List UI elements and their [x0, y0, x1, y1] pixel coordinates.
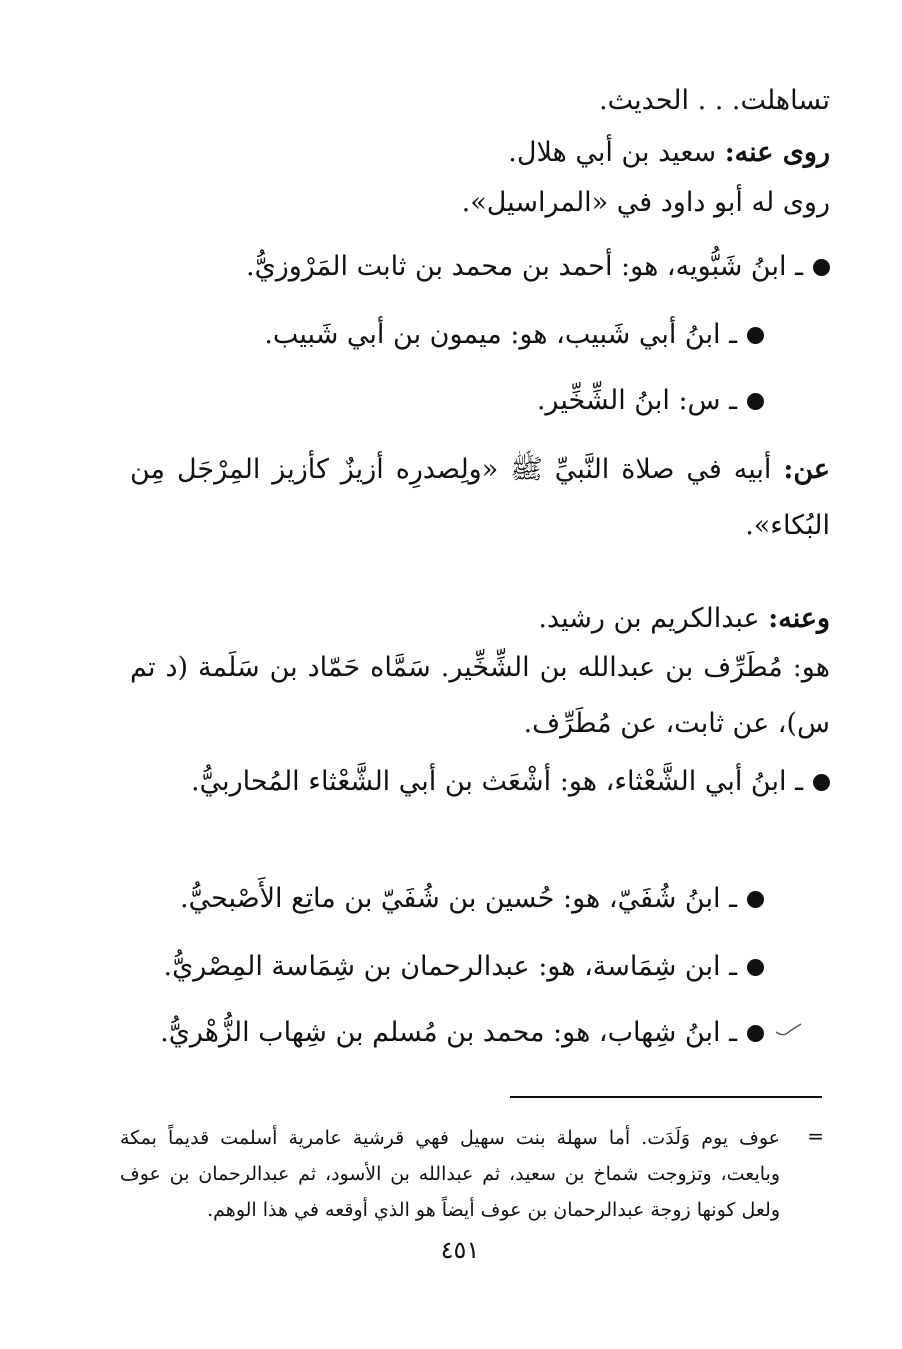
footnote-separator [510, 1096, 822, 1098]
entry-text: ـ س: ابنُ الشِّخِّير. [536, 385, 737, 416]
bullet-icon [813, 774, 830, 791]
pencil-check-mark-icon [774, 1020, 802, 1040]
entry-text: ـ ابن شِمَاسة، هو: عبدالرحمان بن شِمَاسة المِصْريُّ. [163, 951, 737, 982]
label-rawa-anhu: روى عنه: [724, 137, 830, 168]
page-number: ٤٥١ [440, 1236, 480, 1264]
narrator-name: عبدالكريم بن رشيد. [538, 603, 769, 634]
entry-ibn-shihab [160, 1016, 764, 1050]
narrated-from-him-line [508, 136, 830, 170]
bullet-icon [747, 891, 764, 908]
entry-text: ـ ابنُ أبي الشَّعْثاء، هو: أشْعَث بن أبي الشَّعْثاء المُحاربيُّ. [191, 766, 803, 797]
entry-text: ـ ابنُ أبي شَبيب، هو: ميمون بن أبي شَبيب. [264, 319, 737, 350]
bullet-icon [813, 259, 830, 276]
footnote-text: عوف يوم وَلَدَت. أما سهلة بنت سهيل فهي قرشية عامرية أسلمت قديماً بمكة وبايعت، وتزوجت شماخ بن سعيد، ثم عبدالله بن الأسود، ثم عبدالرحمان بن عوف ولعل كونها زوجة عبدالرحمان بن عوف أيضاً هو الذي أوقعه في هذا الوهم. [120, 1127, 780, 1221]
text-line-1: تساهلت. . . الحديث. [599, 85, 830, 116]
narrator-name: سعيد بن أبي هلال. [508, 137, 725, 168]
entry-ibn-shimasa [163, 950, 764, 984]
bullet-icon [747, 393, 764, 410]
entry-ibn-shabbuyah [246, 250, 830, 284]
entry-ibn-shufayy [180, 882, 764, 916]
hadith-text: أبيه في صلاة النَّبيِّ ﷺ «ولِصدرِه أزيزٌ كأزيز المِرْجَل مِن البُكاء». [130, 454, 830, 541]
bullet-icon [747, 327, 764, 344]
entry-ibn-abi-shabib [264, 318, 764, 352]
mutarrif-paragraph: هو: مُطَرِّف بن عبدالله بن الشِّخِّير. سَمَّاه حَمّاد بن سَلَمة (د تم س)، عن ثابت، عن مُطَرِّف. [130, 652, 830, 739]
label-wa-anhu: وعنه: [768, 603, 830, 634]
hadith-paragraph [130, 442, 830, 554]
entry-ibn-abi-alshatha [130, 754, 830, 810]
entry-text: ـ ابنُ شَبُّويه، هو: أحمد بن محمد بن ثابت المَرْوزيُّ. [245, 251, 803, 282]
label-an: عن: [783, 454, 830, 485]
bullet-icon [747, 1025, 764, 1042]
bullet-icon [747, 959, 764, 976]
footnote-continuation-marker: = [807, 1124, 824, 1148]
entry-text: ـ ابنُ شُفَيّ، هو: حُسين بن شُفَيّ بن ماتِع الأَصْبحيُّ. [180, 883, 737, 914]
entry-ibn-alshikhkhir [537, 384, 764, 418]
abu-dawud-line: روى له أبو داود في «المراسيل». [461, 187, 830, 218]
narrated-from-him-line-2 [538, 602, 830, 636]
entry-text: ـ ابنُ شِهاب، هو: محمد بن مُسلم بن شِهاب الزُّهْريُّ. [160, 1017, 737, 1048]
